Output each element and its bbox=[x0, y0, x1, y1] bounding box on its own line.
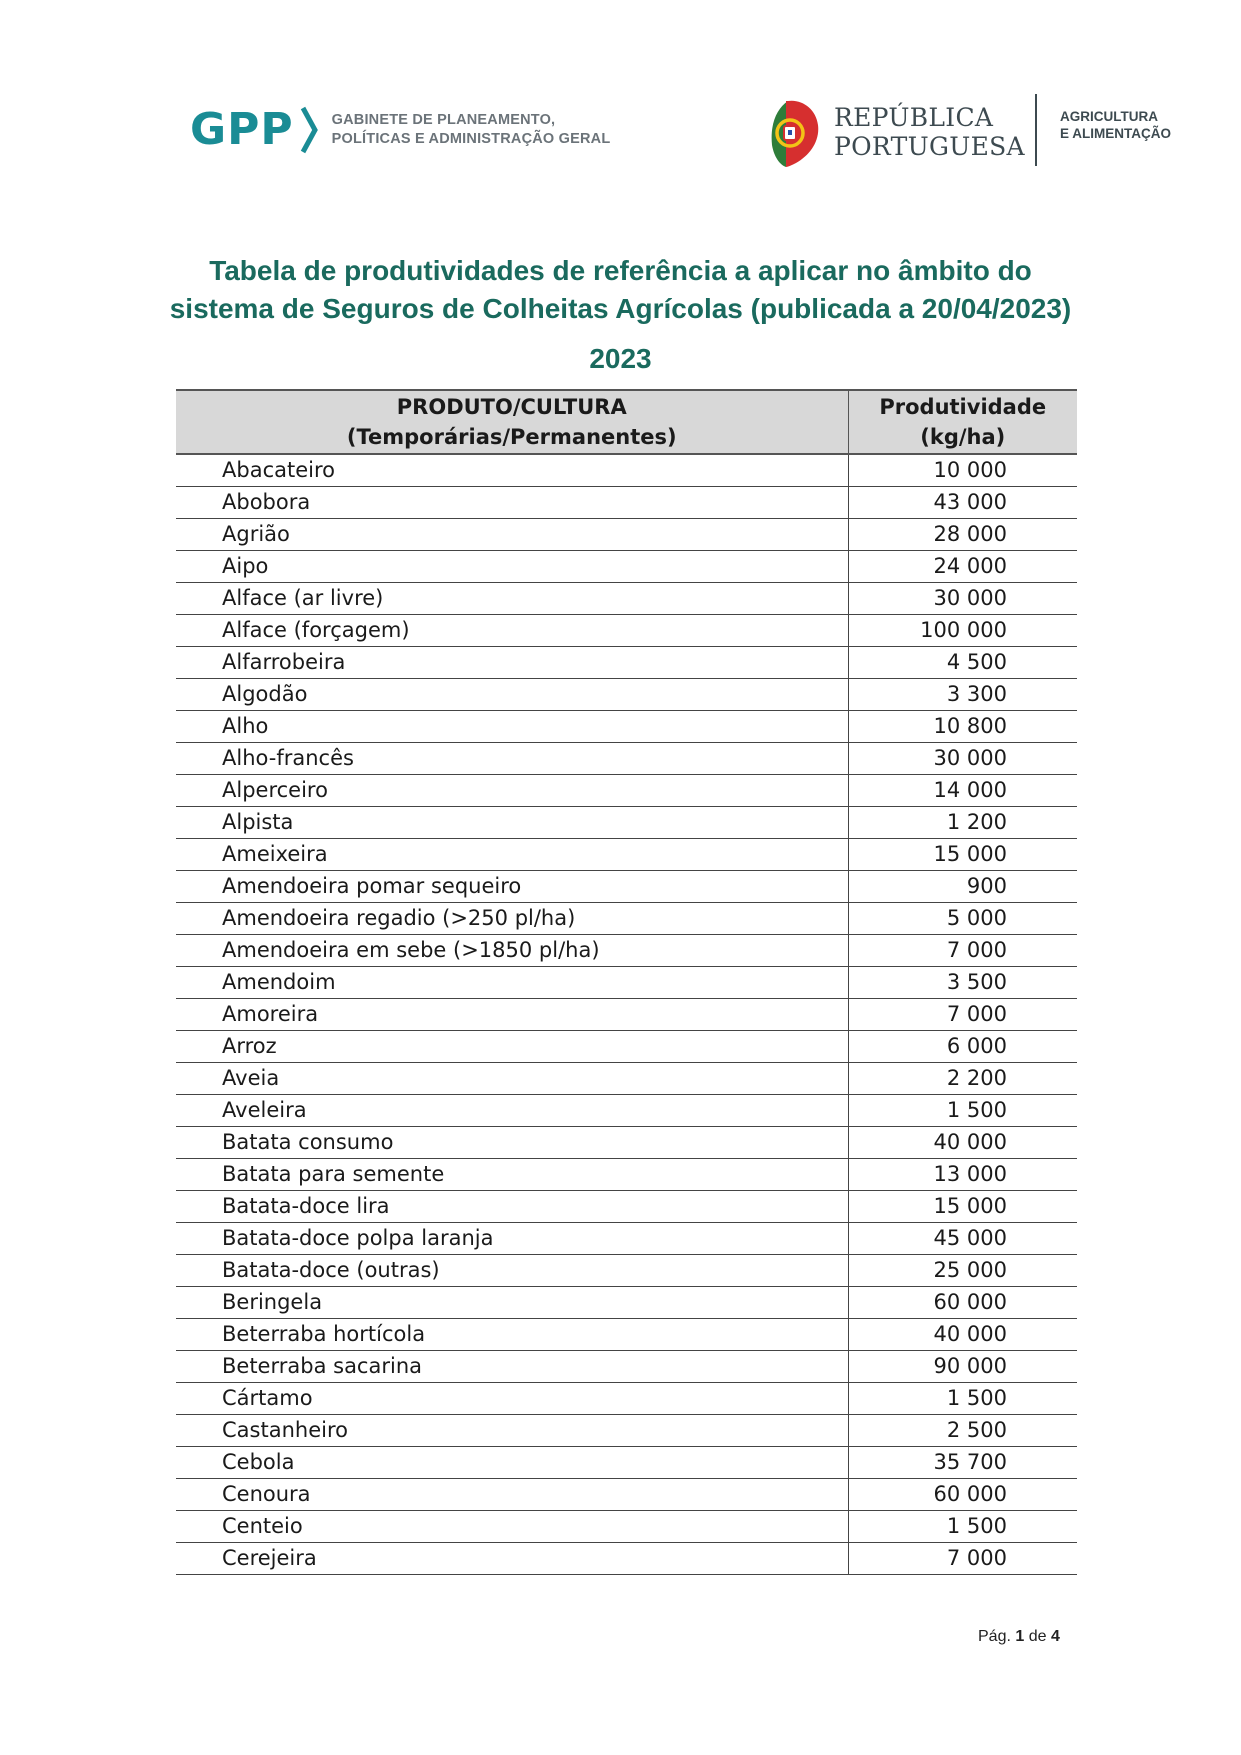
productivity-value-cell: 43 000 bbox=[848, 487, 1077, 519]
product-name-cell: Batata-doce lira bbox=[176, 1191, 848, 1223]
table-header bbox=[176, 390, 1077, 454]
productivity-value-cell: 7 000 bbox=[848, 1543, 1077, 1575]
productivity-value-cell: 1 500 bbox=[848, 1383, 1077, 1415]
productivity-value-cell: 10 800 bbox=[848, 711, 1077, 743]
table-row bbox=[176, 1255, 1077, 1287]
product-name-cell: Aveia bbox=[176, 1063, 848, 1095]
table-row bbox=[176, 1319, 1077, 1351]
product-name-cell: Centeio bbox=[176, 1511, 848, 1543]
table-row bbox=[176, 1447, 1077, 1479]
table-row bbox=[176, 1095, 1077, 1127]
productivity-value-cell: 40 000 bbox=[848, 1319, 1077, 1351]
productivity-value-cell: 2 200 bbox=[848, 1063, 1077, 1095]
productivity-value-cell: 7 000 bbox=[848, 935, 1077, 967]
ministry-line-2: E ALIMENTAÇÃO bbox=[1060, 126, 1171, 141]
product-name-cell: Batata para semente bbox=[176, 1159, 848, 1191]
table-row bbox=[176, 935, 1077, 967]
table-row bbox=[176, 807, 1077, 839]
productivity-value-cell: 13 000 bbox=[848, 1159, 1077, 1191]
table-row bbox=[176, 1063, 1077, 1095]
column-header-productivity-line-1: Produtividade bbox=[879, 395, 1047, 419]
productivity-value-cell: 3 300 bbox=[848, 679, 1077, 711]
productivity-value-cell: 60 000 bbox=[848, 1287, 1077, 1319]
productivity-value-cell: 900 bbox=[848, 871, 1077, 903]
table-row bbox=[176, 487, 1077, 519]
table-row bbox=[176, 1191, 1077, 1223]
table-row bbox=[176, 647, 1077, 679]
column-header-product-line-2: (Temporárias/Permanentes) bbox=[346, 425, 677, 449]
product-name-cell: Batata consumo bbox=[176, 1127, 848, 1159]
table-row bbox=[176, 871, 1077, 903]
productivity-value-cell: 90 000 bbox=[848, 1351, 1077, 1383]
productivity-value-cell: 7 000 bbox=[848, 999, 1077, 1031]
document-year: 2023 bbox=[589, 343, 652, 374]
productivity-value-cell: 24 000 bbox=[848, 551, 1077, 583]
product-name-cell: Beterraba hortícola bbox=[176, 1319, 848, 1351]
table-row bbox=[176, 839, 1077, 871]
productivity-value-cell: 6 000 bbox=[848, 1031, 1077, 1063]
chevron-right-icon bbox=[300, 106, 322, 154]
product-name-cell: Alface (ar livre) bbox=[176, 583, 848, 615]
header-divider bbox=[1035, 94, 1037, 166]
table-row bbox=[176, 711, 1077, 743]
gpp-agency-name bbox=[332, 111, 611, 149]
productivity-value-cell: 2 500 bbox=[848, 1415, 1077, 1447]
product-name-cell: Agrião bbox=[176, 519, 848, 551]
product-name-cell: Alpista bbox=[176, 807, 848, 839]
product-name-cell: Ameixeira bbox=[176, 839, 848, 871]
table-row bbox=[176, 519, 1077, 551]
column-header-product-line-1: PRODUTO/CULTURA bbox=[396, 395, 627, 419]
productivity-value-cell: 1 500 bbox=[848, 1511, 1077, 1543]
product-name-cell: Aveleira bbox=[176, 1095, 848, 1127]
page-number bbox=[978, 1628, 1060, 1646]
table-row bbox=[176, 1031, 1077, 1063]
productivity-value-cell: 15 000 bbox=[848, 839, 1077, 871]
portuguese-flag-emblem-icon bbox=[766, 95, 820, 169]
table-row bbox=[176, 967, 1077, 999]
portuguesa-line: PORTUGUESA bbox=[834, 132, 1025, 161]
productivity-value-cell: 28 000 bbox=[848, 519, 1077, 551]
product-name-cell: Alface (forçagem) bbox=[176, 615, 848, 647]
column-header-product bbox=[176, 390, 848, 454]
product-name-cell: Amoreira bbox=[176, 999, 848, 1031]
product-name-cell: Beterraba sacarina bbox=[176, 1351, 848, 1383]
productivity-table bbox=[176, 389, 1077, 1575]
product-name-cell: Amendoeira regadio (>250 pl/ha) bbox=[176, 903, 848, 935]
productivity-value-cell: 45 000 bbox=[848, 1223, 1077, 1255]
republica-line: REPÚBLICA bbox=[834, 103, 994, 132]
table-row bbox=[176, 1415, 1077, 1447]
document-title-line-1: Tabela de produtividades de referência a aplicar no âmbito do bbox=[209, 255, 1032, 286]
table-row bbox=[176, 775, 1077, 807]
product-name-cell: Arroz bbox=[176, 1031, 848, 1063]
product-name-cell: Alfarrobeira bbox=[176, 647, 848, 679]
page-prefix: Pág. bbox=[978, 1628, 1011, 1645]
page-current: 1 bbox=[1015, 1628, 1025, 1645]
product-name-cell: Alho-francês bbox=[176, 743, 848, 775]
productivity-value-cell: 1 500 bbox=[848, 1095, 1077, 1127]
product-name-cell: Cenoura bbox=[176, 1479, 848, 1511]
table-row bbox=[176, 1223, 1077, 1255]
column-header-productivity bbox=[848, 390, 1077, 454]
product-name-cell: Cerejeira bbox=[176, 1543, 848, 1575]
page-total: 4 bbox=[1050, 1628, 1060, 1645]
productivity-value-cell: 15 000 bbox=[848, 1191, 1077, 1223]
table-row bbox=[176, 1287, 1077, 1319]
product-name-cell: Castanheiro bbox=[176, 1415, 848, 1447]
table-row bbox=[176, 679, 1077, 711]
table-row bbox=[176, 1127, 1077, 1159]
product-name-cell: Alho bbox=[176, 711, 848, 743]
republica-portuguesa-logo bbox=[766, 94, 1025, 170]
product-name-cell: Amendoeira pomar sequeiro bbox=[176, 871, 848, 903]
gpp-line-1: GABINETE DE PLANEAMENTO, bbox=[331, 112, 556, 128]
productivity-value-cell: 100 000 bbox=[848, 615, 1077, 647]
gpp-logo bbox=[190, 104, 610, 156]
table-row bbox=[176, 1159, 1077, 1191]
table-row bbox=[176, 1511, 1077, 1543]
productivity-value-cell: 30 000 bbox=[848, 583, 1077, 615]
table-row bbox=[176, 999, 1077, 1031]
table-row bbox=[176, 615, 1077, 647]
product-name-cell: Abobora bbox=[176, 487, 848, 519]
table-row bbox=[176, 583, 1077, 615]
productivity-value-cell: 25 000 bbox=[848, 1255, 1077, 1287]
productivity-value-cell: 40 000 bbox=[848, 1127, 1077, 1159]
product-name-cell: Beringela bbox=[176, 1287, 848, 1319]
product-name-cell: Amendoim bbox=[176, 967, 848, 999]
ministry-name bbox=[1060, 108, 1171, 142]
table-row bbox=[176, 743, 1077, 775]
productivity-value-cell: 3 500 bbox=[848, 967, 1077, 999]
table-row bbox=[176, 1479, 1077, 1511]
productivity-value-cell: 4 500 bbox=[848, 647, 1077, 679]
product-name-cell: Algodão bbox=[176, 679, 848, 711]
table-header-row bbox=[176, 390, 1077, 454]
productivity-value-cell: 5 000 bbox=[848, 903, 1077, 935]
product-name-cell: Batata-doce polpa laranja bbox=[176, 1223, 848, 1255]
table-row bbox=[176, 1351, 1077, 1383]
product-name-cell: Aipo bbox=[176, 551, 848, 583]
table-row bbox=[176, 551, 1077, 583]
productivity-value-cell: 1 200 bbox=[848, 807, 1077, 839]
productivity-value-cell: 10 000 bbox=[848, 454, 1077, 487]
product-name-cell: Cebola bbox=[176, 1447, 848, 1479]
republica-portuguesa-wordmark bbox=[834, 103, 1025, 161]
page-of: de bbox=[1028, 1628, 1047, 1645]
product-name-cell: Cártamo bbox=[176, 1383, 848, 1415]
gpp-line-2: POLÍTICAS E ADMINISTRAÇÃO GERAL bbox=[331, 131, 611, 147]
table-row bbox=[176, 1383, 1077, 1415]
product-name-cell: Batata-doce (outras) bbox=[176, 1255, 848, 1287]
table-row bbox=[176, 454, 1077, 487]
table-row bbox=[176, 1543, 1077, 1575]
gpp-wordmark: GPP bbox=[190, 104, 294, 155]
productivity-value-cell: 35 700 bbox=[848, 1447, 1077, 1479]
productivity-value-cell: 14 000 bbox=[848, 775, 1077, 807]
table-body bbox=[176, 454, 1077, 1575]
column-header-productivity-line-2: (kg/ha) bbox=[920, 425, 1006, 449]
productivity-value-cell: 60 000 bbox=[848, 1479, 1077, 1511]
product-name-cell: Amendoeira em sebe (>1850 pl/ha) bbox=[176, 935, 848, 967]
product-name-cell: Alperceiro bbox=[176, 775, 848, 807]
productivity-value-cell: 30 000 bbox=[848, 743, 1077, 775]
document-title-line-2: sistema de Seguros de Colheitas Agrícolas (publicada a 20/04/2023) bbox=[169, 293, 1072, 324]
table-row bbox=[176, 903, 1077, 935]
ministry-line-1: AGRICULTURA bbox=[1060, 109, 1158, 124]
product-name-cell: Abacateiro bbox=[176, 454, 848, 487]
